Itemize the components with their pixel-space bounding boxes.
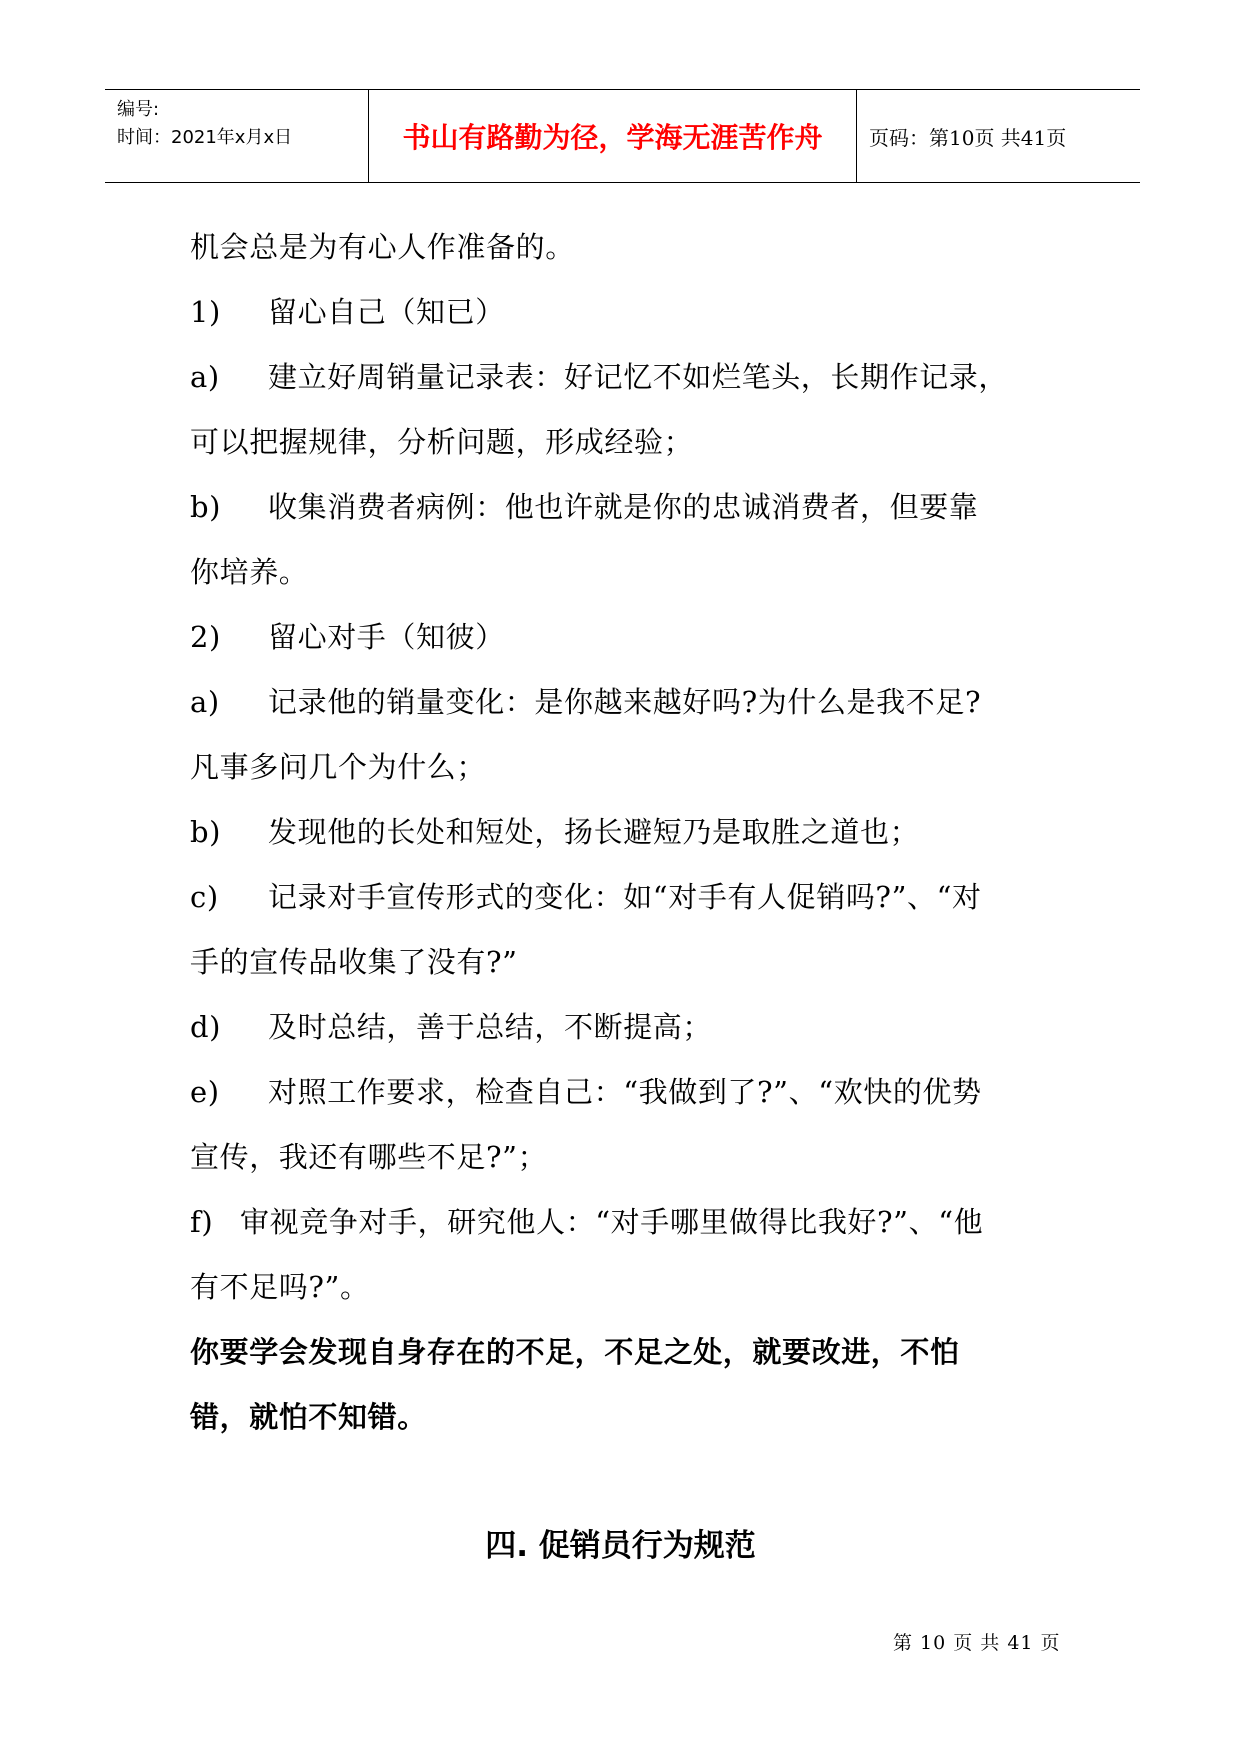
list-marker: a)	[190, 360, 220, 394]
list-item	[190, 800, 1070, 865]
list-text: 记录他的销量变化：是你越来越好吗?为什么是我不足?	[268, 685, 982, 719]
list-marker: b)	[190, 490, 222, 524]
list-marker: d)	[190, 1010, 222, 1044]
intro-paragraph: 机会总是为有心人作准备的。	[190, 230, 575, 264]
section-heading: 四. 促销员行为规范	[485, 1528, 756, 1564]
list-continuation: 可以把握规律，分析问题，形成经验；	[190, 425, 694, 459]
list-item	[190, 605, 1070, 670]
list-marker: f)	[190, 1205, 214, 1239]
page-footer: 第 10 页 共 41 页	[893, 1632, 1061, 1654]
list-text: 留心对手（知彼）	[268, 620, 505, 654]
list-text: 收集消费者病例：他也许就是你的忠诚消费者，但要靠	[268, 490, 979, 524]
list-item	[190, 280, 1070, 345]
list-marker: 2)	[190, 620, 221, 654]
list-continuation: 有不足吗?”。	[190, 1270, 370, 1304]
list-continuation: 你培养。	[190, 555, 309, 589]
time-label: 时间：2021年x月x日	[117, 127, 293, 148]
emphasis-paragraph: 你要学会发现自身存在的不足，不足之处，就要改进，不怕	[190, 1335, 960, 1369]
list-text: 及时总结，善于总结，不断提高；	[268, 1010, 713, 1044]
serial-label: 编号:	[117, 99, 160, 120]
header-motto: 书山有路勤为径，学海无涯苦作舟	[369, 90, 857, 182]
list-text: 对照工作要求，检查自己：“我做到了?”、“欢快的优势	[268, 1075, 982, 1109]
list-item	[190, 475, 1070, 540]
list-item	[190, 865, 1070, 930]
list-continuation: 宣传，我还有哪些不足?”；	[190, 1140, 548, 1174]
list-marker: a)	[190, 685, 220, 719]
list-marker: 1)	[190, 295, 221, 329]
list-item	[190, 1190, 1070, 1255]
list-text: 发现他的长处和短处，扬长避短乃是取胜之道也；	[268, 815, 920, 849]
list-text: 记录对手宣传形式的变化：如“对手有人促销吗?”、“对	[268, 880, 982, 914]
list-marker: e)	[190, 1075, 220, 1109]
list-text: 建立好周销量记录表：好记忆不如烂笔头，长期作记录，	[268, 360, 1009, 394]
list-marker: b)	[190, 815, 222, 849]
document-body	[190, 215, 1070, 1450]
header-meta	[105, 90, 369, 182]
list-item	[190, 670, 1070, 735]
list-item	[190, 1060, 1070, 1125]
list-continuation: 手的宣传品收集了没有?”	[190, 945, 518, 979]
header-page-info: 页码：第10页 共41页	[869, 125, 1067, 150]
list-text: 留心自己（知已）	[268, 295, 505, 329]
list-text: 审视竞争对手，研究他人：“对手哪里做得比我好?”、“他	[240, 1205, 984, 1239]
list-item	[190, 345, 1070, 410]
list-marker: c)	[190, 880, 219, 914]
list-continuation: 凡事多问几个为什么；	[190, 750, 487, 784]
page-header	[105, 89, 1140, 183]
emphasis-paragraph: 错，就怕不知错。	[190, 1400, 427, 1434]
list-item	[190, 995, 1070, 1060]
